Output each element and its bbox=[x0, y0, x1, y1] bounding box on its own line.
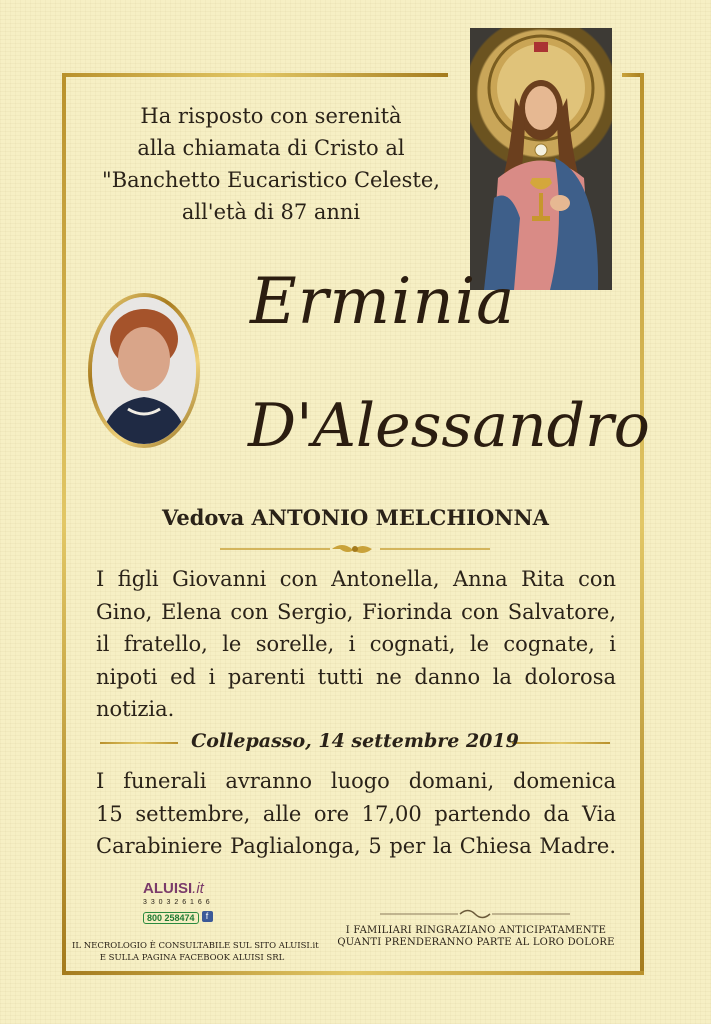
intro-line: "Banchetto Eucaristico Celeste, bbox=[102, 168, 440, 192]
frame-bottom bbox=[62, 971, 644, 975]
frame-top-left bbox=[62, 73, 448, 77]
widow-of: Vedova ANTONIO MELCHIONNA bbox=[162, 505, 549, 530]
brand-logo[interactable] bbox=[143, 880, 253, 897]
footer-right-line: I FAMILIARI RINGRAZIANO ANTICIPATAMENTE bbox=[345, 925, 607, 936]
family-line: notizia. bbox=[96, 697, 175, 721]
intro-line: Ha risposto con serenità bbox=[140, 104, 402, 128]
brand-phone: 3 3 0 3 2 6 1 6 6 bbox=[143, 899, 211, 906]
family-line: Gino, Elena con Sergio, Fiorinda con Salvatore, bbox=[96, 599, 616, 624]
brand-suffix: .it bbox=[192, 880, 204, 897]
footer-left-line: E SULLA PAGINA FACEBOOK ALUISI SRL bbox=[99, 953, 285, 963]
footer-left bbox=[72, 940, 319, 964]
intro-text bbox=[96, 100, 446, 228]
deceased-last-name: D'Alessandro bbox=[248, 391, 650, 461]
portrait-frame bbox=[88, 293, 200, 448]
brand-block bbox=[143, 880, 253, 925]
family-line: nipoti ed i parenti tutti ne danno la dolorosa bbox=[96, 664, 616, 689]
facebook-icon[interactable]: f bbox=[202, 911, 213, 922]
footer-ornament bbox=[380, 907, 570, 921]
footer-left-line: IL NECROLOGIO È CONSULTABILE SUL SITO ALUISI.it bbox=[72, 941, 319, 951]
footer-right bbox=[320, 925, 632, 949]
footer-right-line: QUANTI PRENDERANNO PARTE AL LORO DOLORE bbox=[337, 937, 615, 948]
funeral-info bbox=[96, 765, 616, 863]
funeral-line: Carabiniere Paglialonga, 5 per la Chiesa Madre. bbox=[96, 834, 616, 858]
place-date-row bbox=[100, 730, 610, 756]
family-line: I figli Giovanni con Antonella, Anna Rita con bbox=[96, 567, 616, 591]
portrait-photo bbox=[92, 297, 196, 444]
deceased-first-name: Erminia bbox=[250, 265, 516, 339]
brand-name: ALUISI bbox=[143, 880, 193, 897]
intro-line: alla chiamata di Cristo al bbox=[137, 136, 405, 160]
toll-free-number[interactable]: 800 258474 bbox=[143, 912, 199, 924]
funeral-line: 15 settembre, alle ore 17,00 partendo da Via bbox=[96, 801, 616, 826]
place-date: Collepasso, 14 settembre 2019 bbox=[191, 730, 519, 752]
family-announcement bbox=[96, 563, 616, 726]
funeral-line: I funerali avranno luogo domani, domenica bbox=[96, 769, 616, 793]
sacred-heart-image bbox=[470, 28, 612, 290]
ornament-divider bbox=[220, 540, 490, 558]
intro-line: all'età di 87 anni bbox=[181, 200, 361, 224]
family-line: il fratello, le sorelle, i cognati, le cognate, i bbox=[96, 632, 616, 656]
